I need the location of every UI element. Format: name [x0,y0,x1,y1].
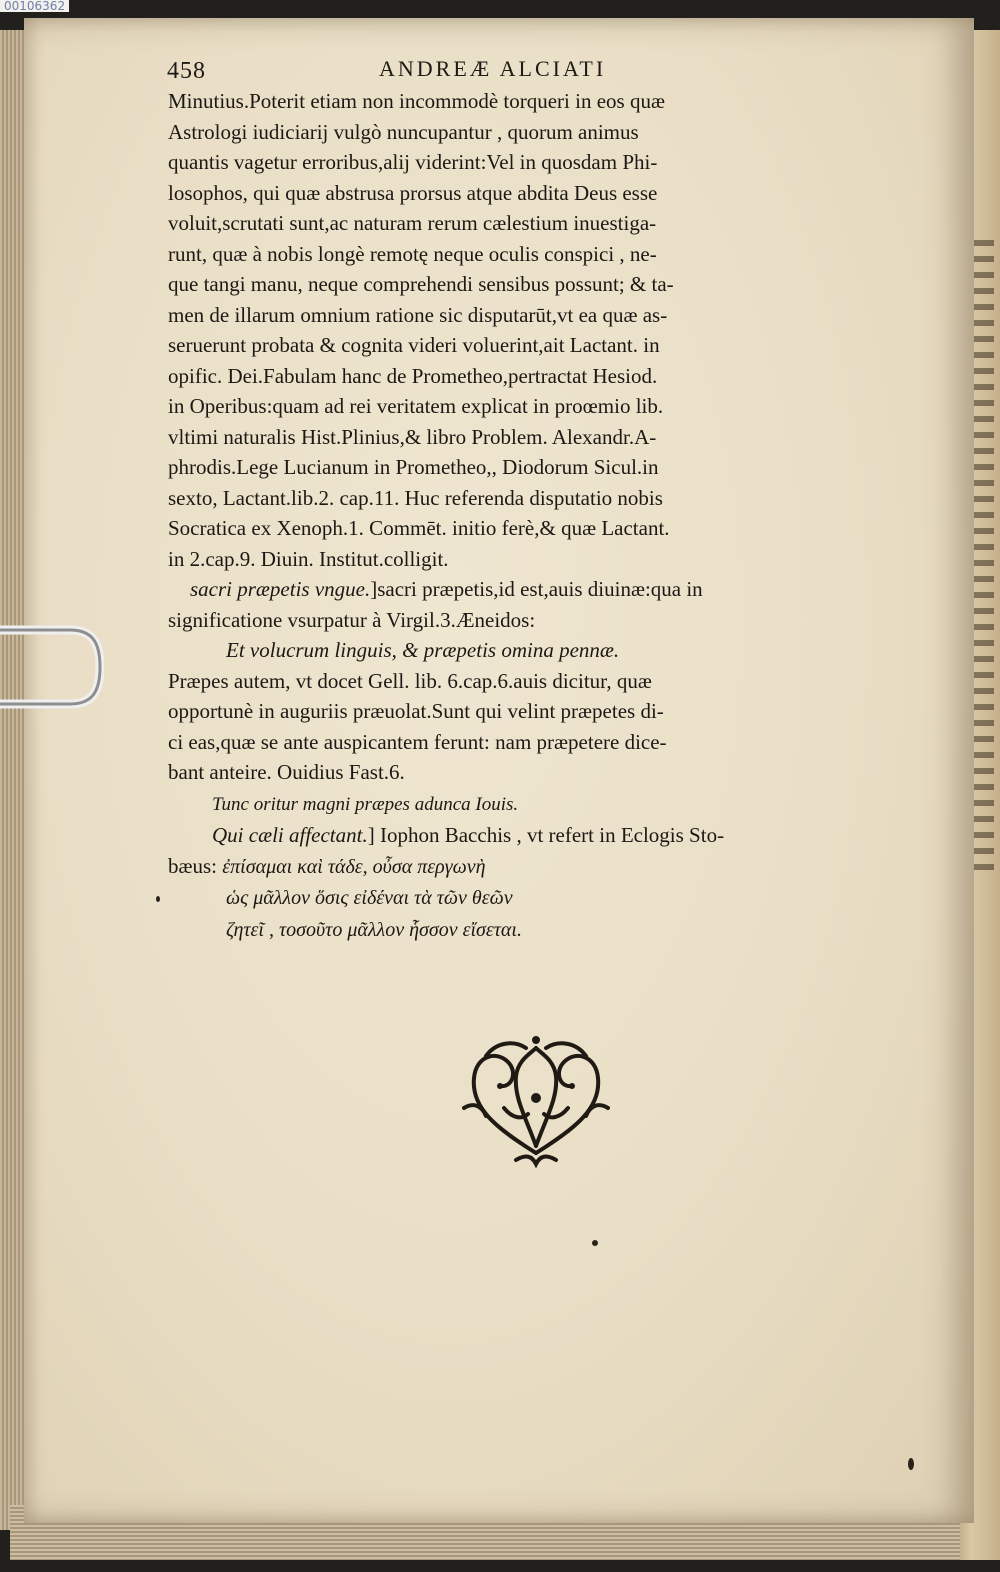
text-segment: que tangi manu, neque comprehendi sensibus possunt; & ta- [168,272,674,296]
text-line [168,788,908,821]
text-segment: Minutius.Poterit etiam non incommodè torqueri in eos quæ [168,89,665,113]
text-segment: voluit,scrutati sunt,ac naturam rerum cælestium inuestiga- [168,211,657,235]
text-block [168,86,908,945]
running-head: ANDREÆ ALCIATI [379,56,607,81]
text-line [168,696,908,727]
text-line [168,269,908,300]
ink-speck [592,1240,598,1246]
text-segment: Astrologi iudiciarij vulgò nuncupantur , quorum animus [168,119,639,144]
text-segment: sexto, Lactant.lib.2. cap.11. Huc referenda disputatio nobis [168,485,663,510]
text-line [168,300,908,331]
text-line [168,635,908,666]
text-line [168,914,908,946]
text-segment: Socratica ex Xenoph.1. Commēt. initio ferè,& quæ Lactant. [168,516,670,540]
text-line [168,147,908,178]
text-segment: ]sacri præpetis,id est,auis diuinæ:qua in [370,577,703,601]
text-segment: bant anteire. Ouidius Fast.6. [168,760,405,784]
text-segment: runt, quæ à nobis longè remotę neque oculis conspici , ne- [168,241,657,266]
text-segment: Et volucrum linguis, & præpetis omina pennæ. [226,638,620,662]
text-line [168,574,908,605]
text-segment: ἐπίσαμαι καὶ τάδε, οὖσα περγωνὴ [222,855,486,878]
ink-speck [908,1458,914,1470]
text-line [168,544,908,575]
text-segment: opific. Dei.Fabulam hanc de Prometheo,pertractat Hesiod. [168,363,658,388]
text-segment: Qui cæli affectant. [212,823,368,847]
page-number: 458 [167,58,206,84]
text-line [168,239,908,270]
text-segment: seruerunt probata & cognita videri voluerint,ait Lactant. in [168,333,660,357]
text-line [168,391,908,422]
text-line [168,757,908,788]
next-page-ornament [972,240,994,880]
text-line [168,86,908,117]
text-segment: opportunè in auguriis præuolat.Sunt qui velint præpetes di- [168,699,664,723]
text-segment: Præpes autem, vt docet Gell. lib. 6.cap.6.auis dicitur, quæ [168,668,652,693]
text-segment: losophos, qui quæ abstrusa prorsus atque abdita Deus esse [168,180,658,205]
text-segment: sacri præpetis vngue. [190,577,371,601]
text-line [168,178,908,209]
text-line [168,666,908,697]
text-segment: quantis vagetur erroribus,alij viderint:Vel in quosdam Phi- [168,150,658,174]
text-line [168,820,908,851]
text-line [168,882,908,914]
text-segment: men de illarum omnium ratione sic disputarūt,vt ea quæ as- [168,302,668,327]
text-segment: in Operibus:quam ad rei veritatem explicat in proœmio lib. [168,394,664,418]
text-line [168,452,908,483]
text-segment: bæus: [168,853,223,878]
text-segment: vltimi naturalis Hist.Plinius,& libro Problem. Alexandr.A- [168,424,657,449]
text-segment: phrodis.Lege Lucianum in Prometheo,, Diodorum Sicul.in [168,455,659,479]
text-segment: ] Iophon Bacchis , vt refert in Eclogis Sto- [367,823,725,847]
text-segment: in 2.cap.9. Diuin. Institut.colligit. [168,546,449,571]
printer-ornament-icon [456,1028,616,1168]
text-line [168,361,908,392]
text-line [168,727,908,758]
corner-label: 00106362 [0,0,69,12]
text-line [168,422,908,453]
text-segment: Tunc oritur magni præpes adunca Iouis. [212,793,519,815]
text-line [168,851,908,883]
text-line [168,117,908,148]
ink-speck [156,896,160,902]
text-line [168,483,908,514]
text-segment: ὡς μᾶλλον ὅσις εἰδέναι τὰ τῶν θεῶν [226,887,513,909]
text-line [168,208,908,239]
text-line [168,513,908,544]
text-line [168,330,908,361]
text-segment: ci eas,quæ se ante auspicantem ferunt: nam præpetere dice- [168,729,667,754]
text-segment: significatione vsurpatur à Virgil.3.Æneidos: [168,607,536,632]
text-line [168,605,908,636]
text-segment: ζητεῖ , τοσοῦτο μᾶλλον ἧσσον εἴσεται. [226,918,522,941]
book-page [24,18,974,1523]
